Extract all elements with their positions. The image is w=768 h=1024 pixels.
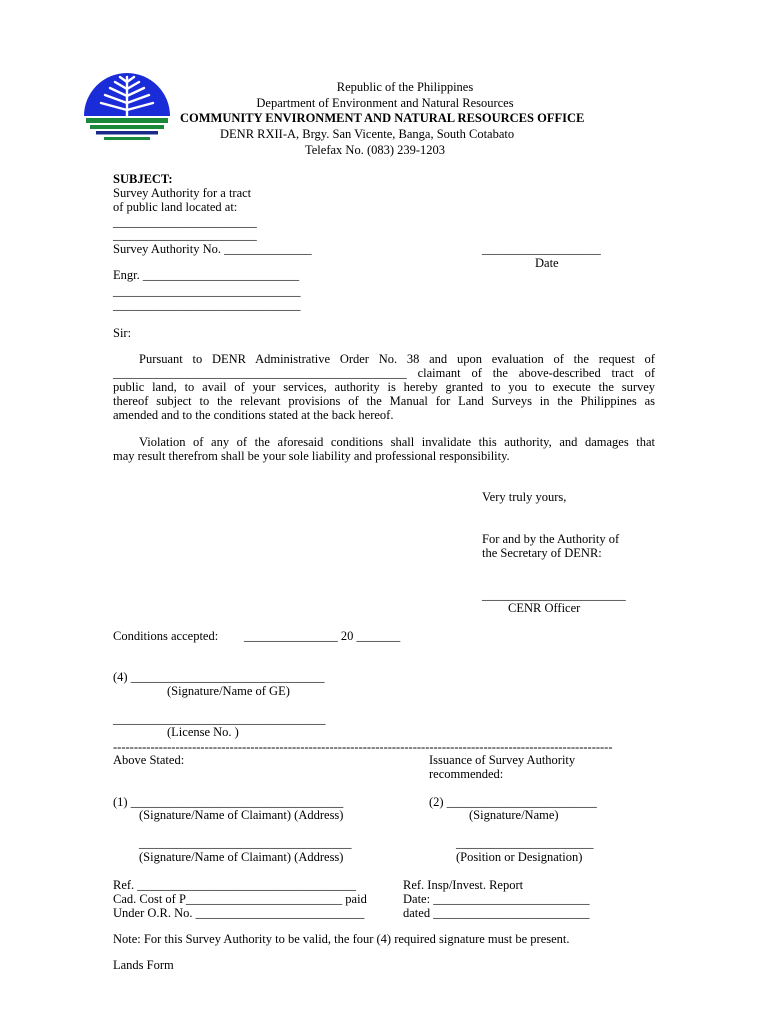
position-label: (Position or Designation) bbox=[456, 850, 583, 864]
secretary-of-denr: the Secretary of DENR: bbox=[482, 546, 602, 560]
signature-1b-label: (Signature/Name of Claimant) (Address) bbox=[139, 850, 344, 864]
header-line2: Department of Environment and Natural Resources bbox=[256, 96, 514, 110]
location-blank-2: _______________________ bbox=[113, 228, 257, 242]
paragraph-1-line-5: amended and to the conditions stated at the back hereof. bbox=[113, 408, 394, 422]
conditions-accepted-blank: _______________ 20 _______ bbox=[244, 629, 401, 643]
engr-blank-2: ______________________________ bbox=[113, 298, 301, 312]
ref-insp-report: Ref. Insp/Invest. Report bbox=[403, 878, 524, 892]
paragraph-1-line-3: public land, to avail of your services, authority is hereby granted to you to execute the survey bbox=[113, 380, 656, 394]
header-line1: Republic of the Philippines bbox=[336, 80, 474, 94]
cad-cost-line: Cad. Cost of P_________________________ paid bbox=[113, 892, 367, 906]
issuance-line1: Issuance of Survey Authority bbox=[429, 753, 576, 767]
report-date-line: Date: _________________________ bbox=[403, 892, 590, 906]
subject-line2: of public land located at: bbox=[113, 200, 238, 214]
paragraph-2-line-2: may result therefrom shall be your sole liability and professional responsibility. bbox=[113, 449, 510, 463]
office-address: DENR RXII-A, Brgy. San Vicente, Banga, South Cotabato bbox=[220, 127, 515, 141]
paragraph-1-line-4: thereof subject to the relevant provisions of the Manual for Land Surveys in the Philippines as bbox=[113, 394, 656, 408]
telefax: Telefax No. (083) 239-1203 bbox=[305, 143, 446, 157]
very-truly-yours: Very truly yours, bbox=[482, 490, 567, 504]
signature-4-blank: (4) _______________________________ bbox=[113, 670, 325, 684]
or-number-line: Under O.R. No. ___________________________ bbox=[113, 906, 365, 920]
signature-2-blank: (2) ________________________ bbox=[429, 795, 597, 809]
signature-4-label: (Signature/Name of GE) bbox=[167, 684, 290, 698]
above-stated: Above Stated: bbox=[113, 753, 185, 767]
lands-form-label: Lands Form bbox=[113, 958, 174, 972]
report-dated-line: dated _________________________ bbox=[403, 906, 590, 920]
signature-1-blank: (1) __________________________________ bbox=[113, 795, 344, 809]
for-and-by-authority: For and by the Authority of bbox=[482, 532, 620, 546]
license-blank: __________________________________ bbox=[113, 712, 326, 726]
office-title: COMMUNITY ENVIRONMENT AND NATURAL RESOURCES OFFICE bbox=[180, 111, 585, 125]
cenr-officer-label: CENR Officer bbox=[508, 601, 581, 615]
paragraph-2-line-1: Violation of any of the aforesaid conditions shall invalidate this authority, and damages that bbox=[139, 435, 656, 449]
date-blank: ___________________ bbox=[482, 242, 601, 256]
validity-note: Note: For this Survey Authority to be valid, the four (4) required signature must be present. bbox=[113, 932, 570, 946]
dashed-divider: ------------------------------------------------------------------------------------------------------------------------ bbox=[113, 740, 613, 754]
signature-2-label: (Signature/Name) bbox=[469, 808, 559, 822]
signature-1-label: (Signature/Name of Claimant) (Address) bbox=[139, 808, 344, 822]
conditions-accepted-label: Conditions accepted: bbox=[113, 629, 219, 643]
license-label: (License No. ) bbox=[167, 725, 239, 739]
issuance-line2: recommended: bbox=[429, 767, 504, 781]
survey-authority-no: Survey Authority No. ______________ bbox=[113, 242, 312, 256]
salutation: Sir: bbox=[113, 326, 132, 340]
location-blank-1: _______________________ bbox=[113, 215, 257, 229]
date-label: Date bbox=[535, 256, 559, 270]
engr-blank-1: ______________________________ bbox=[113, 284, 301, 298]
paragraph-1-line-1: Pursuant to DENR Administrative Order No. 38 and upon evaluation of the request of bbox=[139, 352, 655, 366]
signature-1b-blank: __________________________________ bbox=[139, 836, 352, 850]
ref-line: Ref. ___________________________________ bbox=[113, 878, 357, 892]
paragraph-1-line-2: _______________________________________________ claimant of the above-described tract of bbox=[113, 366, 655, 380]
subject-label: SUBJECT: bbox=[113, 172, 173, 186]
subject-line1: Survey Authority for a tract bbox=[113, 186, 252, 200]
engr-line: Engr. _________________________ bbox=[113, 268, 300, 282]
denr-logo-icon bbox=[80, 68, 174, 146]
cenr-signature-blank: _______________________ bbox=[482, 588, 626, 602]
position-blank: ______________________ bbox=[456, 836, 594, 850]
